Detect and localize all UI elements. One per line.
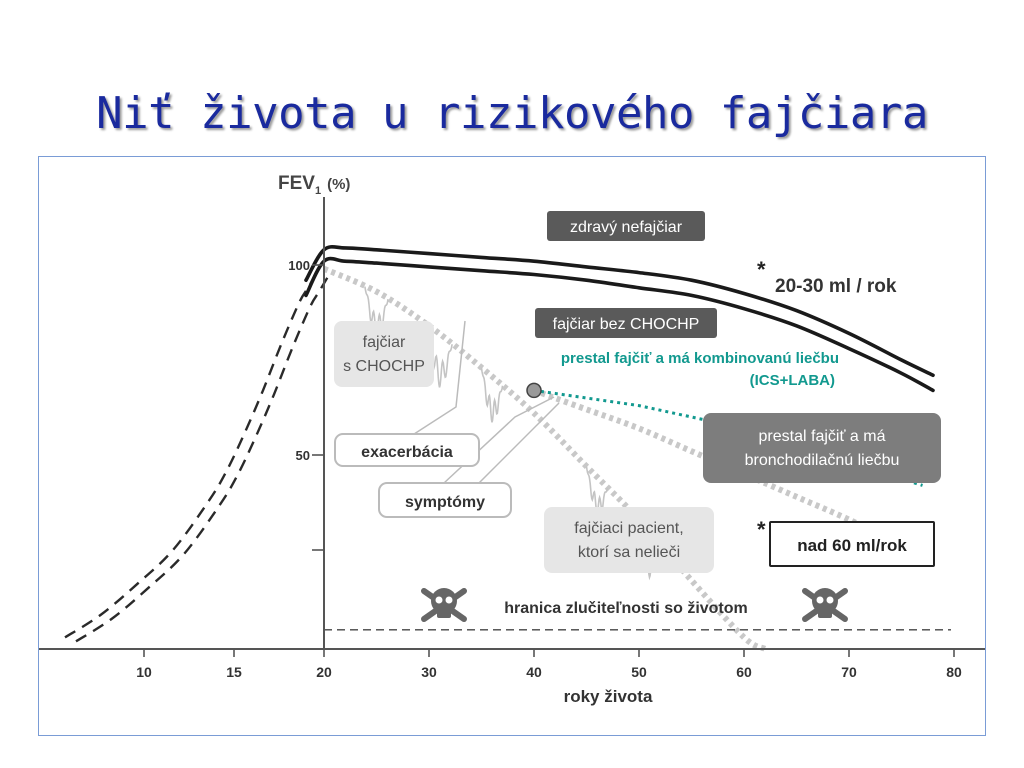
x-tick-label-10: 10 xyxy=(136,664,152,680)
x-axis-title: roky života xyxy=(563,687,653,706)
x-tick-label-15: 15 xyxy=(226,664,242,680)
asterisk-healthy: * xyxy=(757,257,766,282)
x-tick-label-30: 30 xyxy=(421,664,437,680)
x-tick-label-70: 70 xyxy=(841,664,857,680)
label-healthy: zdravý nefajčiar xyxy=(569,219,683,236)
label-combined-2: (ICS+LABA) xyxy=(749,372,835,389)
fev1-chart xyxy=(39,157,985,735)
chart-frame xyxy=(38,156,986,736)
x-tick-label-40: 40 xyxy=(526,664,542,680)
y-axis-title: $FEV_1$ (%) xyxy=(278,173,351,197)
slide-title: Niť života u rizikového fajčiara xyxy=(96,88,928,139)
label-bronchodil-1: prestal fajčiť a má xyxy=(758,428,886,445)
growth-curve-upper xyxy=(65,273,317,638)
label-untreated-1: fajčiaci pacient, xyxy=(574,520,684,537)
label-bronchodil-2: bronchodilačnú liečbu xyxy=(744,452,900,469)
label-untreated-box xyxy=(544,507,714,573)
label-untreated-2: ktorí sa nelieči xyxy=(577,544,681,561)
y-tick-label-100: 100 xyxy=(288,258,310,273)
label-decline-untreated: nad 60 ml/rok xyxy=(797,536,907,555)
label-bronchodil-box xyxy=(703,413,941,483)
skull-icon-left xyxy=(424,588,464,619)
asterisk-untreated: * xyxy=(757,517,766,542)
label-copd-1: fajčiar xyxy=(362,334,406,351)
skull-icon-right xyxy=(805,588,845,619)
label-combined-1: prestal fajčiť a má kombinovanú liečbu xyxy=(560,350,839,367)
x-tick-label-20: 20 xyxy=(316,664,332,680)
label-no-copd: fajčiar bez CHOCHP xyxy=(552,316,700,333)
growth-curve-lower xyxy=(76,277,328,642)
label-copd-2: s CHOCHP xyxy=(343,358,425,375)
quit-smoking-marker xyxy=(527,383,541,397)
y-tick-label-50: 50 xyxy=(295,448,310,463)
label-symptoms: symptómy xyxy=(404,494,486,511)
label-threshold: hranica zlučiteľnosti so životom xyxy=(504,600,748,617)
x-tick-label-50: 50 xyxy=(631,664,647,680)
label-copd-box xyxy=(334,321,434,387)
label-decline-healthy: 20-30 ml / rok xyxy=(775,276,897,297)
label-exacerbation: exacerbácia xyxy=(361,444,453,461)
x-tick-label-60: 60 xyxy=(736,664,752,680)
x-tick-label-80: 80 xyxy=(946,664,962,680)
